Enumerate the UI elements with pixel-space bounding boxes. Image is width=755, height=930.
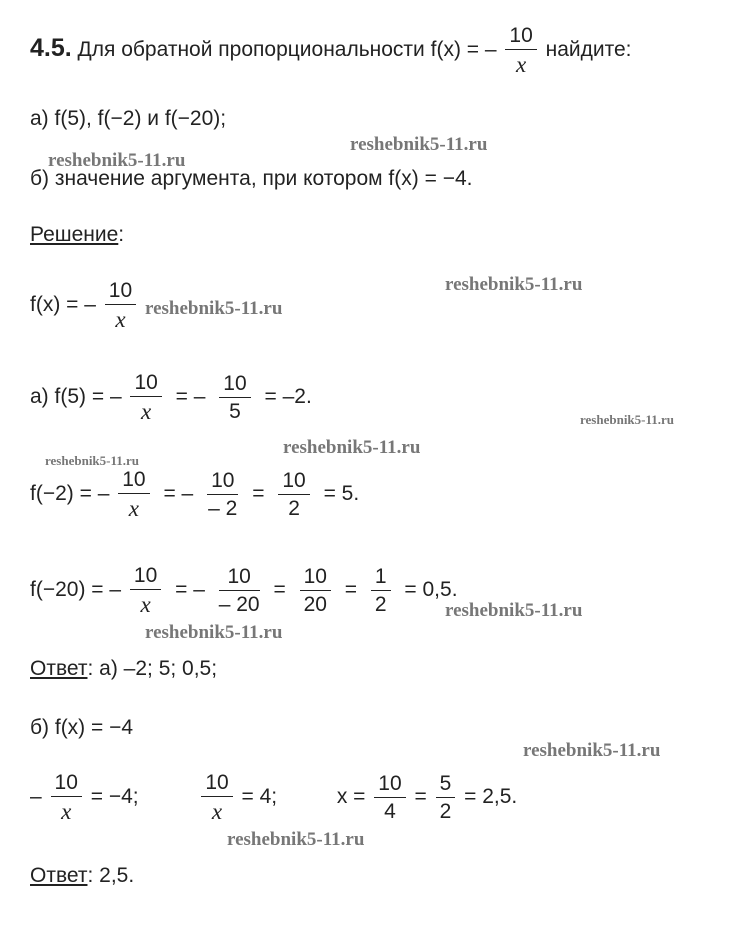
answer-b: Ответ: 2,5.: [30, 864, 135, 887]
solution-a-f5: а) f(5) = – $\frac{10}{x}$ = – $\frac{10}{5}$ = –2.: [30, 371, 312, 424]
watermark: reshebnik5-11.ru: [283, 437, 421, 458]
solution-a-f-minus2: f(−2) = – $\frac{10}{x}$ = – $\frac{10}{- 2}$ = $\frac{10}{2}$ = 5.: [30, 468, 360, 521]
watermark: reshebnik5-11.ru: [45, 453, 140, 468]
problem-text: Для обратной пропорциональности f(x) = –: [77, 38, 497, 62]
problem-fraction: $\frac{10}{x}$: [505, 25, 536, 76]
solution-b-equations: – $\frac{10}{x}$ = −4; $\frac{10}{x}$ = 4; x = $\frac{10}{4}$ = $\frac{5}{2}$ = 2,5.: [30, 771, 518, 824]
watermark: reshebnik5-11.ru: [48, 150, 186, 171]
watermark: reshebnik5-11.ru: [445, 600, 583, 621]
problem-number: 4.5.: [30, 34, 72, 63]
function-definition: f(x) = – $\frac{10}{x}$: [30, 280, 139, 331]
answer-a: Ответ: а) –2; 5; 0,5;: [30, 657, 218, 680]
solution-a-f-minus20: f(−20) = – $\frac{10}{x}$ = – $\frac{10}{- 20}$ = $\frac{10}{20}$ = $\frac{1}{2}$ = 0,5.: [30, 564, 458, 617]
problem-statement: [30, 25, 632, 76]
watermark: reshebnik5-11.ru: [350, 134, 488, 155]
watermark: reshebnik5-11.ru: [145, 622, 283, 643]
solution-b-condition: б) f(x) = −4: [30, 716, 134, 739]
problem-part-b: б) значение аргумента, при котором f(x) = −4.: [30, 167, 473, 190]
watermark: reshebnik5-11.ru: [580, 412, 675, 427]
watermark: reshebnik5-11.ru: [523, 740, 661, 761]
watermark: reshebnik5-11.ru: [445, 274, 583, 295]
watermark: reshebnik5-11.ru: [227, 829, 365, 850]
solution-heading: Решение:: [30, 223, 125, 246]
problem-part-a: а) f(5), f(−2) и f(−20);: [30, 107, 227, 130]
watermark: reshebnik5-11.ru: [145, 298, 283, 319]
problem-text-end: найдите:: [545, 38, 632, 62]
